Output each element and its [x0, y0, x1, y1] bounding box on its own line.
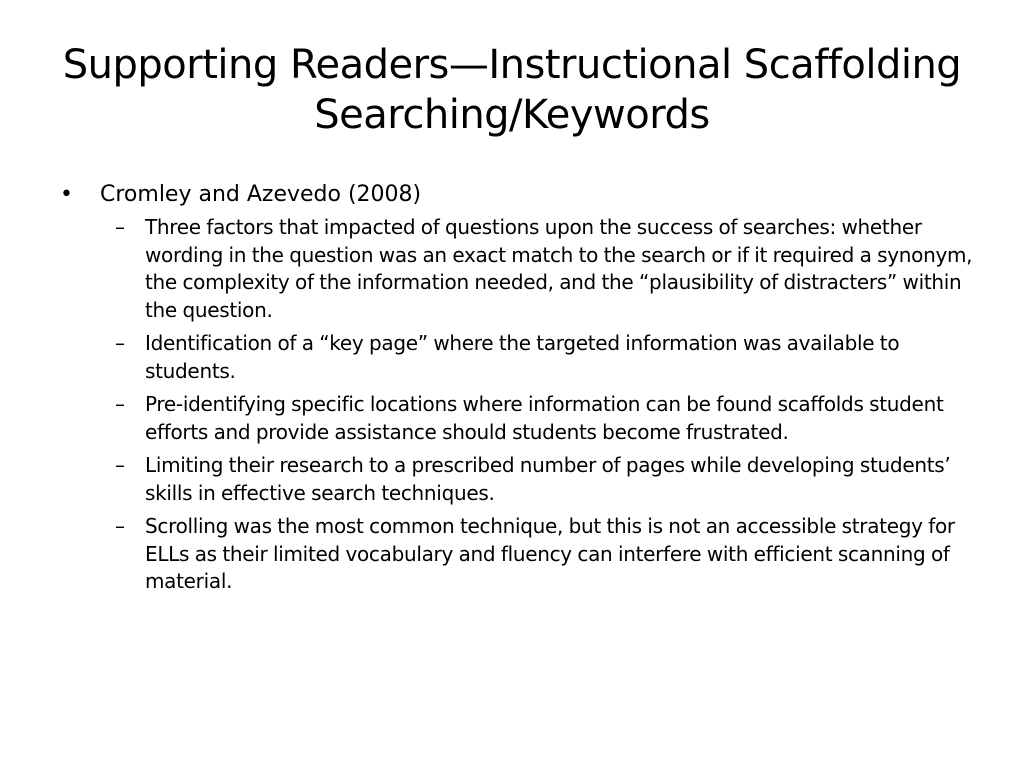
sub-bullet-item — [58, 214, 978, 324]
bullet-text: Cromley and Azevedo (2008) — [100, 182, 422, 207]
dash-marker: – — [115, 453, 125, 477]
dash-marker: – — [115, 215, 125, 239]
sub-bullet-list — [58, 214, 978, 596]
title-line-2: Searching/Keywords — [314, 92, 710, 138]
sub-bullet-text: Limiting their research to a prescribed number of pages while developing students’ skills in effective search techniques. — [145, 453, 951, 505]
slide-title — [20, 40, 1004, 140]
sub-bullet-text: Three factors that impacted of questions upon the success of searches: whether wording in the question was an exact match to the search or if it required a synonym, the complexity of the information needed, and the “plausibility of distracters” within the question. — [145, 215, 973, 322]
slide-body — [58, 180, 978, 602]
sub-bullet-item — [58, 330, 978, 385]
sub-bullet-text: Pre-identifying specific locations where information can be found scaffolds student efforts and provide assistance should students become frustrated. — [145, 392, 944, 444]
sub-bullet-item — [58, 452, 978, 507]
bullet-marker: • — [60, 182, 73, 207]
bullet-item — [58, 180, 978, 210]
sub-bullet-text: Scrolling was the most common technique, but this is not an accessible strategy for ELLs as their limited vocabulary and fluency can interfere with efficient scanning of material. — [145, 514, 955, 593]
dash-marker: – — [115, 392, 125, 416]
dash-marker: – — [115, 331, 125, 355]
sub-bullet-item — [58, 513, 978, 596]
dash-marker: – — [115, 514, 125, 538]
sub-bullet-text: Identification of a “key page” where the targeted information was available to students. — [145, 331, 900, 383]
sub-bullet-item — [58, 391, 978, 446]
title-line-1: Supporting Readers—Instructional Scaffolding — [62, 42, 962, 88]
